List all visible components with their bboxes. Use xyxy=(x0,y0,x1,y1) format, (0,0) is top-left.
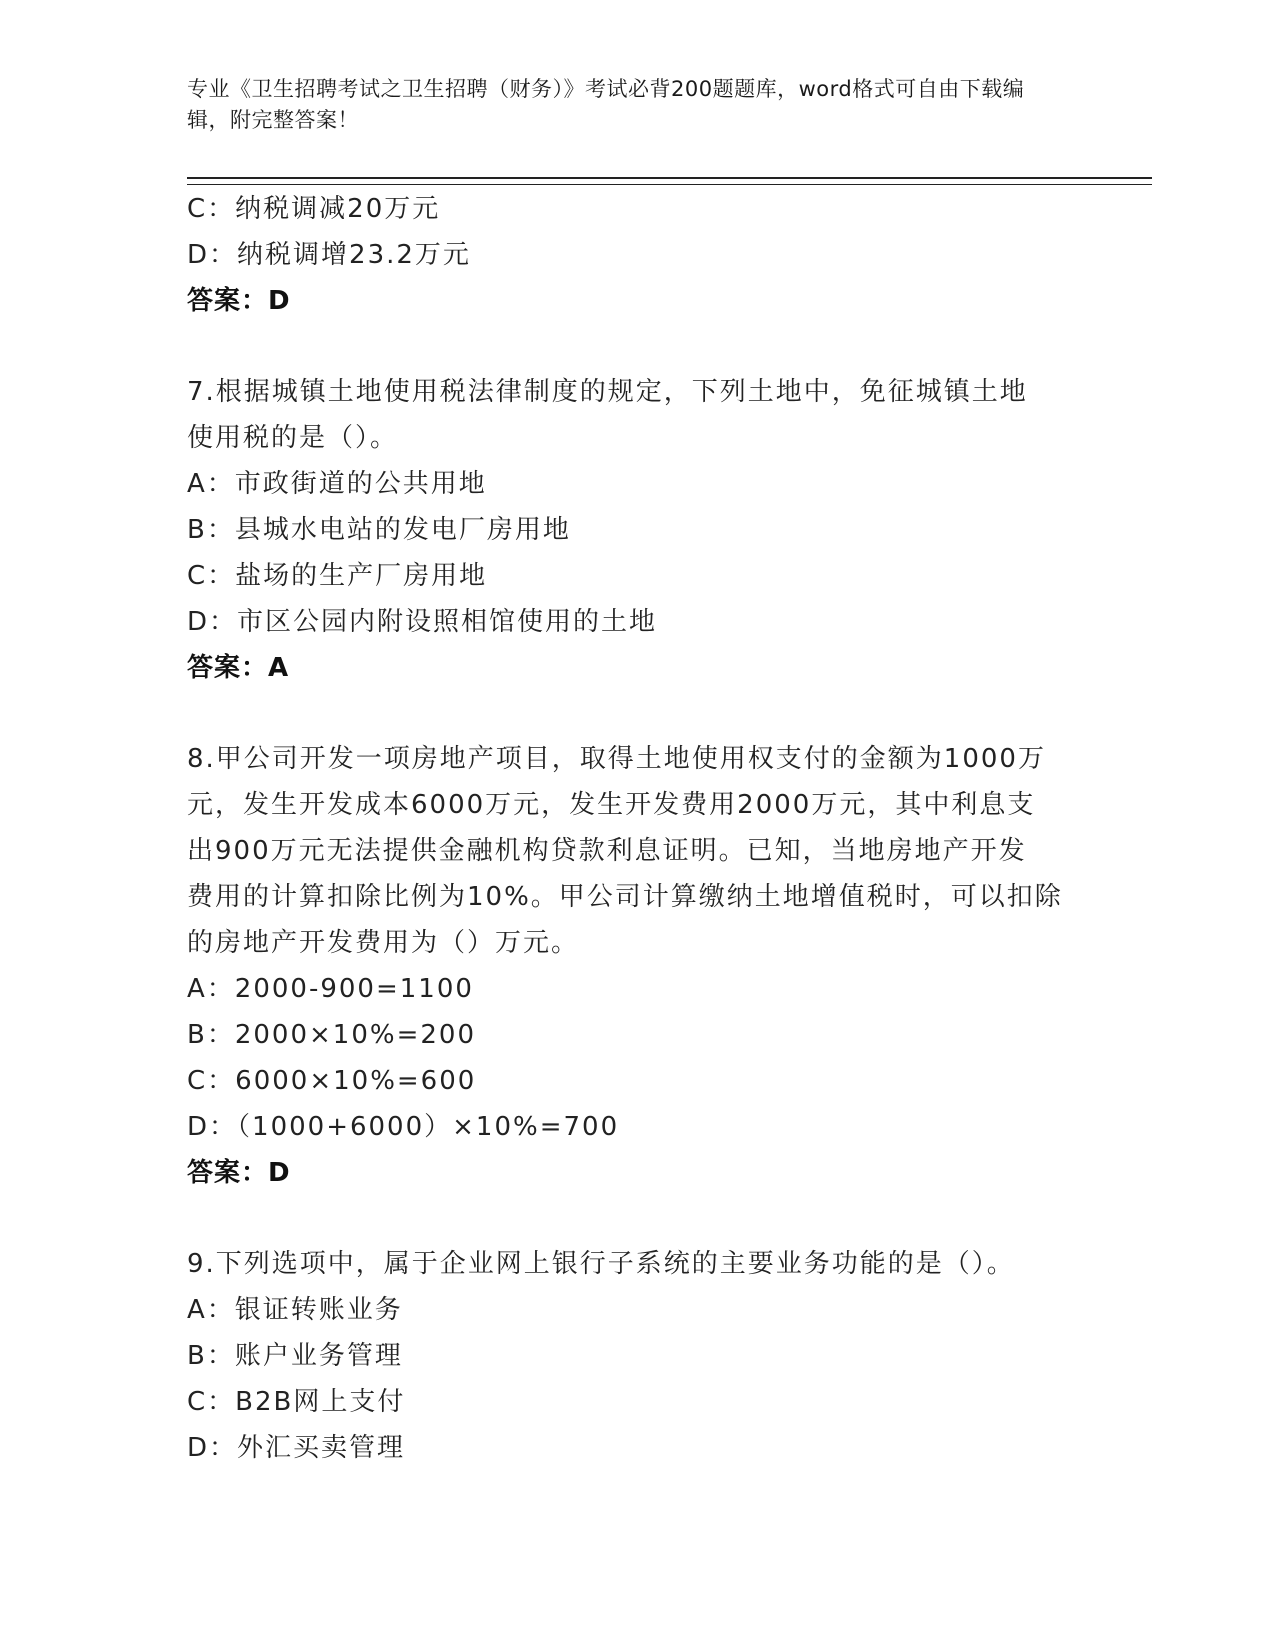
option-a: A：2000-900=1100 xyxy=(187,974,474,1004)
page-header: 专业《卫生招聘考试之卫生招聘（财务）》考试必背200题题库，word格式可自由下载编辑，附完整答案！ xyxy=(187,77,1025,132)
option-a: A：银证转账业务 xyxy=(187,1295,403,1325)
question-stem-line: 使用税的是（）。 xyxy=(187,423,399,453)
question-7 xyxy=(187,369,1087,691)
option-a: A：市政街道的公共用地 xyxy=(187,469,487,499)
option-d: D：纳税调增23.2万元 xyxy=(187,240,471,270)
answer-label: 答案：A xyxy=(187,653,290,683)
question-stem-line: 8.甲公司开发一项房地产项目，取得土地使用权支付的金额为1000万 xyxy=(187,744,1046,774)
answer-label: 答案：D xyxy=(187,1158,291,1188)
option-c: C：纳税调减20万元 xyxy=(187,194,441,224)
option-d: D：（1000+6000）×10%=700 xyxy=(187,1112,620,1142)
option-b: B：账户业务管理 xyxy=(187,1341,403,1371)
question-stem-line: 的房地产开发费用为（）万元。 xyxy=(187,928,580,958)
question-stem-line: 7.根据城镇土地使用税法律制度的规定，下列土地中，免征城镇土地 xyxy=(187,377,1028,407)
answer-label: 答案：D xyxy=(187,286,291,316)
option-c: C：B2B网上支付 xyxy=(187,1387,406,1417)
option-c: C：6000×10%=600 xyxy=(187,1066,477,1096)
option-d: D：市区公园内附设照相馆使用的土地 xyxy=(187,607,658,637)
question-stem-line: 9.下列选项中，属于企业网上银行子系统的主要业务功能的是（）。 xyxy=(187,1249,1015,1279)
question-stem-line: 元，发生开发成本6000万元，发生开发费用2000万元，其中利息支 xyxy=(187,790,1036,820)
question-stem-line: 费用的计算扣除比例为10%。甲公司计算缴纳土地增值税时，可以扣除 xyxy=(187,882,1063,912)
option-b: B：2000×10%=200 xyxy=(187,1020,476,1050)
question-8 xyxy=(187,736,1087,1196)
header-divider xyxy=(187,177,1152,185)
question-stem-line: 出900万元无法提供金融机构贷款利息证明。已知，当地房地产开发 xyxy=(187,836,1027,866)
question-9 xyxy=(187,1241,1087,1471)
document-body xyxy=(187,186,1087,1471)
option-c: C：盐场的生产厂房用地 xyxy=(187,561,488,591)
option-d: D：外汇买卖管理 xyxy=(187,1433,406,1463)
question-6-continued xyxy=(187,186,1087,324)
option-b: B：县城水电站的发电厂房用地 xyxy=(187,515,571,545)
